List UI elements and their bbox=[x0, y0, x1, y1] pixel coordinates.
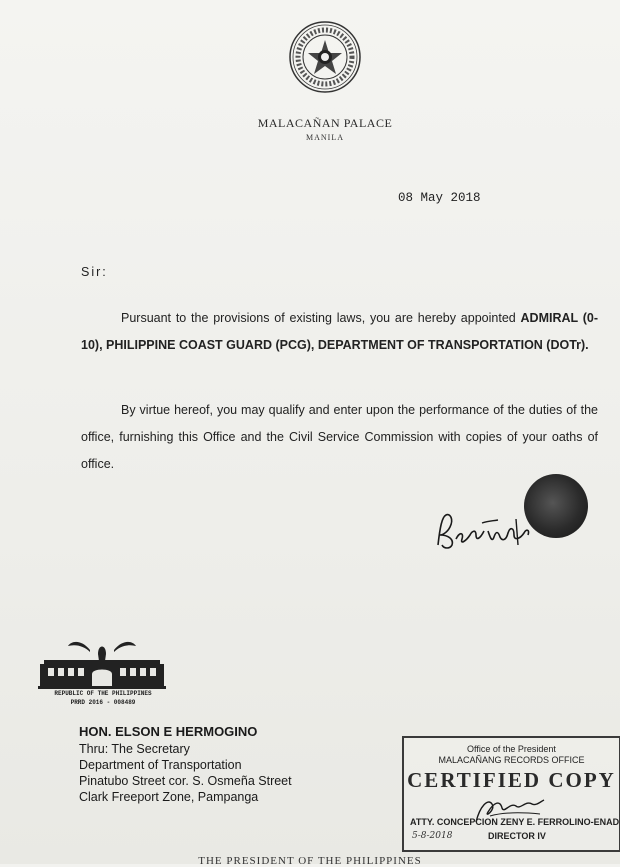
presidential-seal-icon bbox=[288, 20, 362, 94]
certified-copy-stamp bbox=[402, 736, 620, 852]
stamp-certified-copy: CERTIFIED COPY bbox=[407, 768, 616, 792]
addressee-name: HON. ELSON E HERMOGINO bbox=[79, 724, 258, 739]
letterhead-office: MALACAÑAN PALACE bbox=[257, 116, 393, 130]
stamp-attorney-name: ATTY. CONCEPCION ZENY E. FERROLINO-ENAD bbox=[410, 817, 620, 827]
stamp-director-title: DIRECTOR IV bbox=[488, 831, 546, 841]
addressee-line-3: Pinatubo Street cor. S. Osmeña Street bbox=[79, 774, 292, 788]
addressee-line-2: Department of Transportation bbox=[79, 758, 242, 772]
letterhead-city: MANILA bbox=[306, 133, 344, 142]
president-signature bbox=[432, 505, 536, 553]
emblem-reference-number: PRRD 2016 - 008489 bbox=[70, 699, 136, 706]
duties-paragraph: By virtue hereof, you may qualify and enter upon the performance of the duties of the office, furnishing this Office and the Civil Service Commission with copies of your oaths of office. bbox=[81, 403, 598, 471]
addressee-line-4: Clark Freeport Zone, Pampanga bbox=[79, 790, 259, 804]
emblem-caption: REPUBLIC OF THE PHILIPPINES bbox=[54, 690, 152, 697]
footer-title: THE PRESIDENT OF THE PHILIPPINES bbox=[198, 855, 422, 867]
letter-date: 08 May 2018 bbox=[398, 191, 481, 205]
appointment-intro: Pursuant to the provisions of existing laws, you are hereby appointed bbox=[121, 311, 521, 325]
stamp-office: Office of the President bbox=[467, 744, 556, 754]
appointment-position: ADMIRAL (0-10), PHILIPPINE COAST GUARD (PCG), DEPARTMENT OF TRANSPORTATION (DOTr). bbox=[81, 311, 598, 352]
stamp-handwritten-date: 5-8-2018 bbox=[412, 831, 453, 841]
salutation: Sir: bbox=[81, 265, 108, 279]
addressee-line-1: Thru: The Secretary bbox=[79, 742, 190, 756]
stamp-records-office: MALACAÑANG RECORDS OFFICE bbox=[438, 755, 585, 765]
appointment-paragraph bbox=[81, 305, 598, 359]
